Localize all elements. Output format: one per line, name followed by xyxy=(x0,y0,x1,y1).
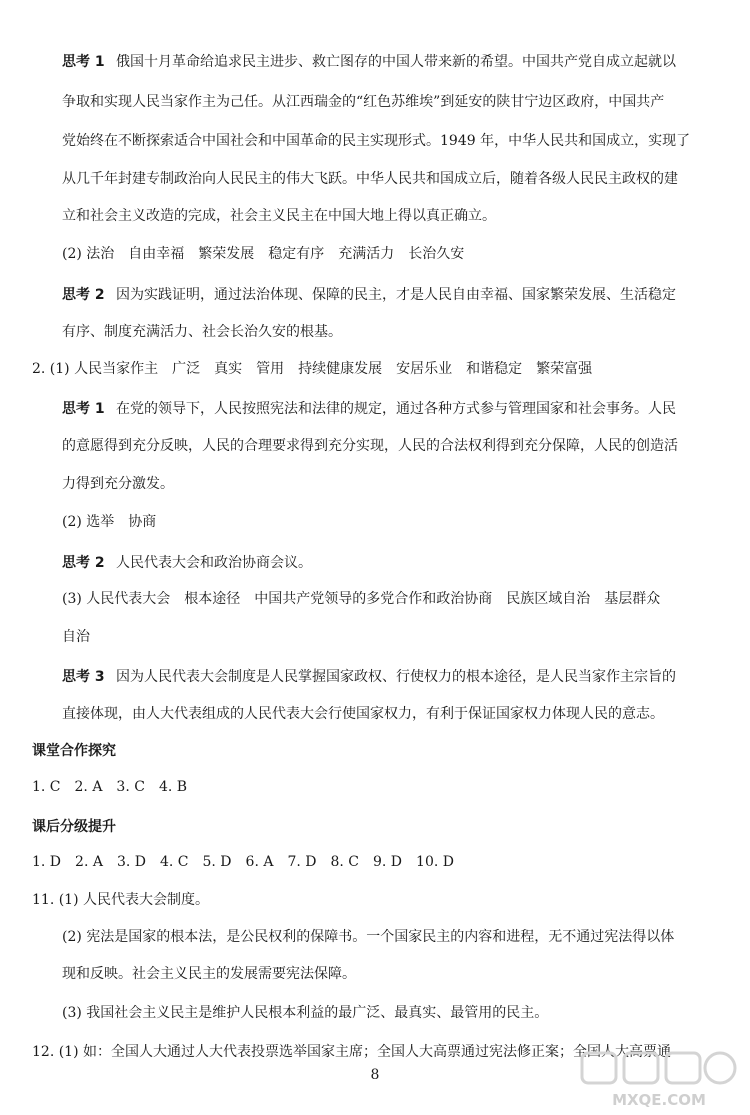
paragraph-line xyxy=(0,129,750,153)
paragraph-line xyxy=(0,167,750,191)
text-line: 的意愿得到充分反映，人民的合理要求得到充分实现，人民的合法权利得到充分保障，人民的创造活 xyxy=(62,438,678,454)
text-line: 在党的领导下，人民按照宪法和法律的规定，通过各种方式参与管理国家和社会事务。人民 xyxy=(116,401,676,417)
answer-line xyxy=(0,850,750,874)
text-line: 党始终在不断探索适合中国社会和中国革命的民主实现形式。1949 年，中华人民共和国成立，实现了 xyxy=(62,133,691,149)
watermark-logo-icon xyxy=(574,1049,744,1111)
section-title: 课后分级提升 xyxy=(32,819,116,835)
answer-line xyxy=(0,357,750,381)
text-line: 1. C 2. A 3. C 4. B xyxy=(32,779,188,795)
paragraph-line xyxy=(0,665,750,689)
think-label: 思考 1 xyxy=(62,401,105,417)
text-line: 俄国十月革命给追求民主进步、救亡图存的中国人带来新的希望。中国共产党自成立起就以 xyxy=(116,54,676,70)
paragraph-line xyxy=(0,320,750,344)
text-line: 从几千年封建专制政治向人民民主的伟大飞跃。中华人民共和国成立后，随着各级人民民主政权的建 xyxy=(62,171,678,187)
text-line: 12. (1) 如：全国人大通过人大代表投票选举国家主席；全国人大高票通过宪法修正案；全国人大高票通 xyxy=(32,1044,671,1060)
answer-line xyxy=(0,587,750,611)
think-label: 思考 3 xyxy=(62,669,105,685)
text-line: (3) 人民代表大会 根本途径 中国共产党领导的多党合作和政治协商 民族区域自治 基层群众 xyxy=(62,591,661,607)
text-line: 自治 xyxy=(62,629,90,645)
text-line: 有序、制度充满活力、社会长治久安的根基。 xyxy=(62,324,342,340)
text-line: 现和反映。社会主义民主的发展需要宪法保障。 xyxy=(62,966,356,982)
paragraph-line xyxy=(0,283,750,307)
paragraph-line xyxy=(0,434,750,458)
answer-line xyxy=(0,625,750,649)
text-line: 因为实践证明，通过法治体现、保障的民主，才是人民自由幸福、国家繁荣发展、生活稳定 xyxy=(116,287,676,303)
text-line: 1. D 2. A 3. D 4. C 5. D 6. A 7. D 8. C 9. D 10. D xyxy=(32,854,454,870)
paragraph-line xyxy=(0,204,750,228)
answer-line xyxy=(0,775,750,799)
text-line: 11. (1) 人民代表大会制度。 xyxy=(32,892,209,908)
text-line: (2) 宪法是国家的根本法，是公民权利的保障书。一个国家民主的内容和进程，无不通过宪法得以体 xyxy=(62,929,675,945)
answer-line xyxy=(0,888,750,912)
text-line: 直接体现，由人大代表组成的人民代表大会行使国家权力，有利于保证国家权力体现人民的意志。 xyxy=(62,706,664,722)
text-line: (2) 选举 协商 xyxy=(62,514,157,530)
paragraph-line xyxy=(0,702,750,726)
text-line: (3) 我国社会主义民主是维护人民根本利益的最广泛、最真实、最管用的民主。 xyxy=(62,1005,549,1021)
watermark-text: MXQE.COM xyxy=(612,1091,706,1109)
answer-line xyxy=(0,962,750,986)
section-title: 课堂合作探究 xyxy=(32,743,116,759)
think-label: 思考 2 xyxy=(62,287,105,303)
think-label: 思考 2 xyxy=(62,555,105,571)
paragraph-line xyxy=(0,90,750,114)
text-line: (2) 法治 自由幸福 繁荣发展 稳定有序 充满活力 长治久安 xyxy=(62,246,465,262)
text-line: 因为人民代表大会制度是人民掌握国家政权、行使权力的根本途径，是人民当家作主宗旨的 xyxy=(116,669,676,685)
paragraph-line xyxy=(0,551,750,575)
answer-line xyxy=(0,510,750,534)
text-line: 立和社会主义改造的完成，社会主义民主在中国大地上得以真正确立。 xyxy=(62,208,496,224)
paragraph-line xyxy=(0,397,750,421)
answer-line xyxy=(0,1001,750,1025)
text-line: 人民代表大会和政治协商会议。 xyxy=(116,555,312,571)
think-label: 思考 1 xyxy=(62,54,105,70)
answer-line xyxy=(0,925,750,949)
paragraph-line xyxy=(0,472,750,496)
text-line: 2. (1) 人民当家作主 广泛 真实 管用 持续健康发展 安居乐业 和谐稳定 繁荣富强 xyxy=(32,361,593,377)
paragraph-line xyxy=(0,50,750,74)
page-number: 8 xyxy=(370,1067,380,1083)
answer-line xyxy=(0,242,750,266)
text-line: 争取和实现人民当家作主为己任。从江西瑞金的“红色苏维埃”到延安的陕甘宁边区政府，中国共产 xyxy=(62,94,665,110)
text-line: 力得到充分激发。 xyxy=(62,476,174,492)
